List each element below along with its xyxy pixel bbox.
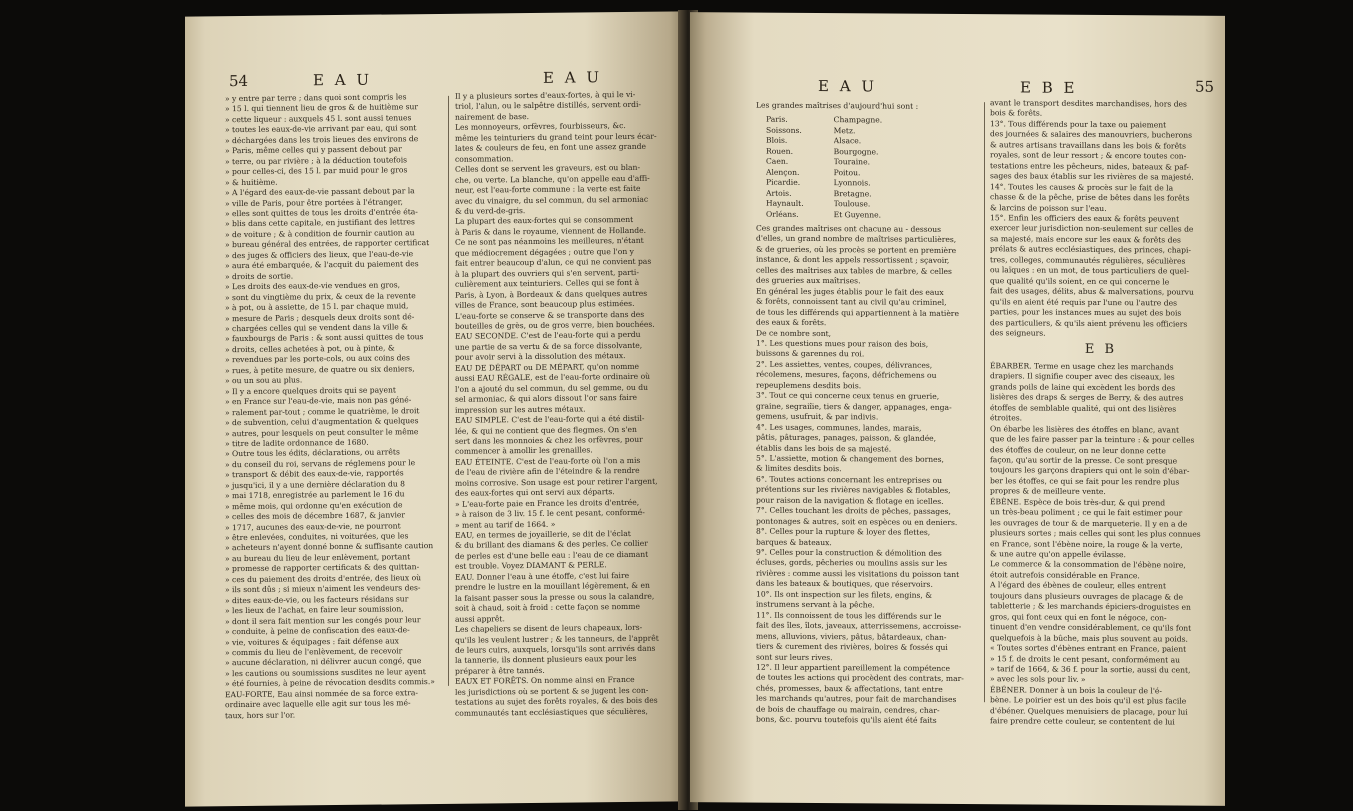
text-line: » ils sont dûs ; si mieux n'aiment les vendeurs des- [225,583,421,595]
text-line: Le commerce & la consommation de l'ébène noire, [990,559,1186,571]
text-line: étoit autrefois considérable en France. [990,570,1140,581]
text-line: » être enlevées, conduites, ni voiturées, que les [225,531,409,543]
text-line: fait des usages, délits, abus & malversations, pourvu [990,286,1194,297]
text-line: en France, sont l'ébène noire, la rouge & la verte, [990,538,1183,550]
text-line: gemens, usufruit, & par indivis. [756,411,879,422]
text-line: avant le transport desdites marchandises, hors des [990,98,1187,109]
right-column-2-text-a [990,98,1212,340]
text-line: d'ébéner. Quelques menuisiers de placage, pour lui [990,706,1188,717]
text-line: » jusqu'ici, il y a une dernière déclaration du 8 [225,479,405,490]
text-line: » dites eaux-de-vie, ou les facteurs résidans sur [225,594,409,605]
text-line: » transport & débit des eaux-de-vie, rapportés [225,468,404,480]
cities-column-b [834,116,882,221]
text-line: » bureau général des entrées, de rapporter certificat [225,238,430,250]
text-line: » pour celles-ci, des 15 l. par muid pour le gros [225,165,408,177]
text-line: d'elles, un grand nombre de maîtrises particulières, [756,234,957,245]
text-line: » terre, ou par rivière ; à la déduction toutefois [225,155,408,166]
text-line: » de voiture ; & à condition de fournir caution au [225,228,415,240]
text-line: impression sur les autres métaux. [455,404,586,415]
text-line: » mesure de Paris ; desquels deux droits sont dé- [225,311,415,323]
text-line: EAU SECONDE. C'est de l'eau-forte qui a perdu [455,330,641,342]
text-line: EAU ÉTEINTE. C'est de l'eau-forte où l'on a mis [455,455,641,467]
text-line: tres, colleges, communautés régulières, séculières [990,255,1186,266]
text-line: rivières : comme aussi les visitations du poisson tant [756,568,960,579]
text-line: façon, qu'au sortir de la presse. Ce sont presque [990,455,1178,466]
text-line: faire prendre cette couleur, se contentent de lui [990,716,1175,727]
city-item: Toulouse. [833,199,871,209]
text-line: que de les faire passer par la teinture : & pour celles [990,434,1195,445]
text-line: » commis du lieu de l'enlèvement, de recevoir [225,646,403,658]
text-line: drapiers. Il signifie couper avec des ciseaux, les [990,371,1175,382]
text-line: triol, l'alun, ou le salpêtre distillés, servent ordi- [455,100,641,112]
text-line: prendre le lustre en la mouillant légèrement, & en [455,581,650,593]
right-column-2 [990,98,1212,728]
right-page-number: 55 [1195,77,1215,96]
text-line: & de grueries, où les procès se portent en première [756,244,957,255]
text-line: tabletterie ; & les marchands épiciers-droguistes en [990,601,1191,612]
city-item: Orléans. [766,209,799,219]
column-divider-right [984,102,985,702]
text-line: » titre de ladite ordonnance de 1680. [225,437,369,449]
text-line: ÉBARBER. Terme en usage chez les marchands [990,361,1174,372]
text-line: » du conseil du roi, servans de réglemens pour le [225,458,416,470]
text-line: » acheteurs n'ayent donné bonne & suffisante caution [225,541,434,553]
text-line: » tarif de 1664, & 36 f. pour la sortie, aussi du cent, [990,664,1191,675]
text-line: » y entre par terre ; dans quoi sont compris les [225,92,407,104]
text-line: pour raison de la navigation & flotage en icelles. [756,495,944,506]
city-item: Caen. [766,156,789,167]
text-line: testations au sujet des forêts royales, & des bois des [455,695,658,708]
text-line: testations entre les pêcheurs, nides, bateaux & paf- [990,160,1189,172]
city-item: Blois. [766,136,788,146]
right-page [690,12,1225,806]
text-line: » avec les sols pour liv. » [990,674,1086,685]
text-line: » à raison de 3 liv. 15 f. le cent pesant, conformé- [455,507,645,519]
text-line: est trouble. Voyez DIAMANT & PERLE. [455,560,607,572]
text-line: » sont du vingtième du prix, & ceux de la revente [225,290,416,302]
text-line: ber les étoffes, ce qui se fait pour les rendre plus [990,476,1180,487]
text-line: » des juges & officiers des lieux, que l'eau-de-vie [225,249,414,260]
text-line: » à pot, ou à assiette, de 15 l. par chaque muid, [225,301,409,313]
text-line: » elles sont quittes de tous les droits d'entrée éta- [225,207,418,219]
text-line: ordinaire avec laquelle elle agit sur tous les mé- [225,698,411,710]
text-line: repeuplemens desdits bois. [756,380,862,391]
right-column-1 [756,101,976,727]
text-line: » de subvention, celui d'augmentation & quelques [225,416,419,428]
text-line: Celles dont se servent les graveurs, est ou blan- [455,163,641,174]
text-line: ou laïques : en un mot, de tous particuliers de quel- [990,265,1189,276]
text-line: » A l'égard des eaux-de-vie passant debout par la [225,186,415,198]
text-line: sont sur leurs rives. [756,652,833,662]
text-line: 2°. Les assiettes, ventes, coupes, délivrances, [756,359,933,370]
text-line: 10°. Ils ont inspection sur les filets, engins, & [756,589,933,600]
text-line: chés, promesses, baux & affectations, tant entre [756,683,943,694]
text-line: bons, &c. pourvu toutefois qu'ils aient été faits [756,714,937,726]
text-line: » ville de Paris, pour être portées à l'étranger, [225,196,403,208]
text-line: culièrement aux teinturiers. Celles qui se font à [455,278,640,289]
text-line: buissons & garennes du roi. [756,349,865,359]
right-column-2-text-b [990,361,1212,728]
city-item: Haynault. [766,198,804,209]
text-line: EAUX ET FORÊTS. On nomme ainsi en France [455,675,635,687]
text-line: de perles est d'une belle eau : l'eau de ce diamant [455,549,649,561]
city-item: Alsace. [833,136,862,146]
text-line: commencer à amollir les grenailles. [455,445,593,457]
text-line: parties, pour les instances mues au sujet des bois [990,307,1182,318]
text-line: fait entrer beaucoup d'alun, ce qui ne convient pas [455,256,652,269]
text-line: que médiocrement dégagées ; outre que l'on y [455,246,634,258]
text-line: chasse & de la pêche, prise de bêtes dans les forêts [990,192,1190,203]
city-item: Metz. [833,126,856,136]
text-line: exercer leur jurisdiction non-seulement sur celles de [990,223,1194,235]
city-item: Artois. [766,188,792,198]
text-line: les ouvrages de tour & de marqueterie. Il y en a de [990,517,1188,529]
text-line: EAU-FORTE, Eau ainsi nommée de sa force extra- [225,688,418,700]
text-line: En général les juges établis pour le fait des eaux [756,286,944,297]
text-line: & forêts, connoissent tant au civil qu'au criminel, [756,296,947,308]
text-line: » L'eau-forte paie en France les droits d'entrée, [455,497,640,509]
text-line: 1°. Les questions mues pour raison des bois, [756,338,929,349]
text-line: Paris, à Lyon, à Bordeaux & dans quelques autres [455,288,648,300]
right-column-1-text [756,224,976,727]
text-line: Il y a plusieurs sortes d'eaux-fortes, à qui le vi- [455,89,636,101]
text-line: des seigneurs. [990,328,1046,338]
text-line: des étoffes de couleur, on ne leur donne cette [990,444,1166,455]
text-line: » 1717, aucunes des eaux-de-vie, ne pourront [225,520,401,532]
text-line: la tannerie, ils donnent plusieurs eaux pour les [455,654,637,666]
text-line: bène. Le poirier est un des bois qu'il est plus facile [990,695,1187,706]
text-line: che, ou verte. La blanche, qu'on appelle eau d'affi- [455,173,650,185]
text-line: « Toutes sortes d'ébènes entrant en France, paient [990,643,1187,654]
text-line: mens, alluvions, viviers, pâtus, bâtardeaux, chan- [756,631,947,642]
text-line: La plupart des eaux-fortes qui se consomment [455,215,634,227]
cities-column-a [766,115,804,220]
text-line: » chargées celles qui se vendent dans la ville & [225,322,408,334]
text-line: » 15 l. qui tiennent lieu de gros & de huitième sur [225,102,419,114]
text-line: pontonages & autres, soit en espèces ou en deniers. [756,516,958,527]
text-line: » 15 f. de droits le cent pesant, conformément au [990,653,1181,665]
text-line: royales, sont de leur ressort ; & encore toutes con- [990,150,1187,161]
city-item: Bourgogne. [833,146,879,157]
text-line: pâtis, pâturages, panages, paisson, & glandée, [756,432,937,443]
text-line: Les monnoyeurs, orfèvres, fourbisseurs, &c. [455,121,626,133]
text-line: Les chapeliers se disent de leurs chapeaux, lors- [455,622,643,634]
text-line: » dont il sera fait mention sur les congés pour leur [225,614,421,626]
text-line: la faisant passer sous la presse ou sous la calandre, [455,591,655,603]
text-line: des grueries aux maîtrises. [756,275,861,286]
section-heading-eb: E B [1084,342,1118,358]
left-column-2 [455,90,670,719]
city-item: Et Guyenne. [833,209,882,219]
text-line: graine, segraiîie, tiers & danger, appanages, enga- [756,401,952,412]
text-line: sa majesté, mais encore sur les eaux & forêts des [990,234,1181,245]
text-line: » été fournies, à peine de révocation desdits commis.» [225,677,435,689]
text-line: & du verd-de-gris. [455,206,526,216]
text-line: sages des baux établis sur les rivières de sa majesté. [990,171,1194,182]
text-line: de bois de chauffage ou mairain, cendres, char- [756,704,940,715]
text-line: une partie de sa vertu & de sa force dissolvante, [455,340,643,352]
text-line: écluses, gords, pêcheries ou moulins assis sur les [756,558,947,569]
text-line: EAU, en termes de joyaillerie, se dit de l'éclat [455,528,631,540]
text-line: de tous les différends qui appartiennent à la matière [756,307,959,318]
text-line: étoffes de semblable qualité, qui ont des lisières [990,402,1177,414]
text-line: » ou un sou au plus. [225,375,303,386]
text-line: quelquefois à la bûche, mais plus souvent au poids. [990,632,1188,644]
text-line: » celles des mois de décembre 1687, & janvier [225,510,406,522]
text-line: » blis dans cette capitale, en justifiant des lettres [225,217,415,229]
text-line: établis dans les bois de sa majesté. [756,443,892,454]
text-line: » cette liqueur : auxquels 45 l. sont aussi tenues [225,113,412,125]
text-line: & du brillant des diamans & des perles. Ce collier [455,539,648,551]
text-line: bouteilles de grès, ou de gros verre, bien bouchées. [455,319,655,331]
text-line: » droits de sortie. [225,271,294,281]
text-line: nairement de base. [455,111,529,122]
text-line: lates & couleurs de feu, en font une assez grande [455,142,646,154]
text-line: instance, & dont les appels ressortissent ; sçavoir, [756,254,950,266]
text-line: lisières des draps & serges de Berry, & des autres [990,392,1184,403]
text-line: de leurs cuirs, auxquels, lorsqu'ils sont arrivés dans [455,643,656,655]
text-line: » fauxbourgs de Paris : & sont aussi quittes de tous [225,332,424,344]
text-line: étroites. [990,413,1023,423]
text-line: des particuliers, & qu'ils aient prévenu les officiers [990,317,1188,329]
text-line: 3°. Tout ce qui concerne ceux tenus en gruerie, [756,390,940,402]
text-line: » & huitième. [225,177,278,187]
city-item: Picardie. [766,177,801,188]
text-line: qu'ils en aient été requis par l'une ou l'autre des [990,296,1177,308]
text-line: des journées & salaires des manouvriers, bucherons [990,129,1193,140]
text-line: instrumens servant à la pêche. [756,599,875,610]
text-line: 13°. Tous différends pour la taxe ou paiement [990,119,1167,130]
text-line: barques & bateaux. [756,537,832,547]
text-line: » Outre tous les édits, déclarations, ou arrêts [225,447,400,459]
text-line: toujours dans plusieurs ouvrages de placage & de [990,591,1183,602]
text-line: » autres, pour lesquels on peut consulter le même [225,426,419,438]
text-line: » conduite, à peine de confiscation des eaux-de- [225,625,410,637]
text-line: A l'égard des ébènes de couleur, elles entrent [990,580,1166,591]
text-line: celles des maîtrises aux tables de marbre, & celles [756,265,952,276]
text-line: qu'ils les veulent lustrer ; & les tanneurs, de l'apprêt [455,633,659,645]
text-line: » revendues par les porte-cols, ou aux coins des [225,353,410,365]
text-line: 7°. Celles touchant les droits de pêches, passages, [756,505,951,517]
text-line: » mai 1718, enregistrée au parlement le 16 du [225,489,405,501]
text-line: plusieurs sortes ; mais celles qui sont les plus connues [990,528,1201,539]
text-line: L'eau-forte se conserve & se transporte dans des [455,309,645,321]
text-line: des eaux & forêts. [756,317,827,328]
right-running-head-right: E B E [1020,78,1078,97]
city-item: Alençon. [766,167,800,177]
city-item: Soissons. [766,125,802,135]
text-line: lée, & qui ne contient que des flegmes. On s'en [455,424,637,436]
text-line: ÉBÉNER. Donner à un bois la couleur de l'é- [990,685,1162,696]
text-line: » aura été embarquée, & l'acquit du paiement des [225,259,419,271]
text-line: prétentions sur les rivières navigables & flotables, [756,484,951,496]
text-line: 4°. Les usages, communes, landes, marais, [756,422,922,433]
text-line: propres & de meilleure vente. [990,486,1106,497]
text-line: toujours les garçons drapiers qui ont le soin d'ébar- [990,465,1190,477]
text-line: grands poils de laine qui excèdent les bords des [990,382,1176,393]
text-line: Ces grandes maîtrises ont chacune au - dessous [756,223,942,234]
text-line: préparer à être tannés. [455,665,545,676]
text-line: » les lieux de l'achat, en faire leur soumission, [225,604,404,616]
text-line: taux, hors sur l'or. [225,710,296,720]
text-line: » les cautions ou soumissions susdites ne leur ayent [225,667,426,679]
text-line: de toutes les actions qui procèdent des contrats, mar- [756,673,964,684]
text-line: » ralement par-tout ; comme le quatrième, le droit [225,405,420,417]
text-line: même les teinturiers du grand teint pour leurs écar- [455,131,657,143]
text-line: » rues, à petite mesure, de quatre ou six deniers, [225,363,415,375]
text-line: » déchargées dans les trois lieues des environs de [225,133,419,146]
text-line: EAU. Donner l'eau à une étoffe, c'est lui faire [455,570,630,582]
text-line: des eaux-fortes qui ont servi aux départs. [455,487,615,499]
text-line: » ces du paiement des droits d'entrée, des lieux où [225,572,422,585]
text-line: EAU DE DÉPART ou DE MÉPART, qu'on nomme [455,361,640,373]
text-line: 9°. Celles pour la construction & démolition des [756,547,942,558]
text-line: & une autre qu'on appelle évilasse. [990,549,1126,560]
text-line: pour avoir servi à la dissolution des métaux. [455,351,626,363]
left-running-head-2: E A U [543,68,602,87]
text-line: 11°. Ils connoissent de tous les différends sur le [756,610,942,621]
text-line: de l'eau de rivière afin de l'éteindre & la rendre [455,466,640,478]
city-item: Bretagne. [833,188,872,199]
text-line: sel armoniac, & qui alors dissout l'or sans faire [455,393,637,404]
text-line: récolemens, mesures, façons, défrichemens ou [756,369,937,381]
city-item: Rouen. [766,146,793,156]
text-line: aussi EAU RÉGALE, est de l'eau-forte ordinaire où [455,371,651,384]
text-line: De ce nombre sont, [756,328,832,338]
text-line: On ébarbe les lisières des étoffes en blanc, avant [990,423,1180,435]
left-column-1 [225,92,440,721]
text-line: 12°. Il leur appartient pareillement la compétence [756,662,951,673]
left-page-number: 54 [229,71,249,91]
text-line: un très-beau poliment ; ce qui le fait estimer pour [990,507,1183,518]
city-item: Touraine. [833,157,870,167]
text-line: » au bureau du lieu de leur enlèvement, portant [225,552,411,564]
text-line: » toutes les eaux-de-vie arrivant par eau, qui sont [225,123,417,135]
text-line: fait des îles, îlots, javeaux, atterrissemens, accroisse- [756,620,962,632]
text-line: tinuent d'en vendre considérablement, ce qu'ils font [990,622,1192,633]
text-line: les marchands qu'autres, pour fait de marchandises [756,693,957,705]
city-item: Lyonnois. [833,178,871,188]
text-line: que qualité qu'ils soient, en ce qui concerne le [990,275,1170,287]
text-line: les jurisdictions où se portent & se jugent les con- [455,685,649,697]
text-line: sert dans les monnoies & chez les orfèvres, pour [455,434,643,446]
text-line: » Il y a encore quelques droits qui se payent [225,385,396,396]
text-line: aussi apprêt. [455,613,505,624]
text-line: avec du vinaigre, du sel commun, du sel armoniac [455,194,649,206]
text-line: 15°. Enfin les officiers des eaux & forêts peuvent [990,213,1180,224]
text-line: » promesse de rapporter certificats & des quittan- [225,562,420,574]
text-line: à la plupart des ouvriers qui s'en servent, parti- [455,267,639,279]
text-line: Ce ne sont pas néanmoins les meilleures, n'étant [455,236,644,248]
text-line: » vie, voitures & équipages : fait défense aux [225,635,399,647]
text-line: » Les droits des eaux-de-vie vendues en gros, [225,280,401,292]
text-line: » Paris, même celles qui y passent debout par [225,144,402,156]
text-line: 6°. Toutes actions concernant les entreprises ou [756,474,943,485]
text-line: EAU SIMPLE. C'est de l'eau-forte qui a été distil- [455,413,645,425]
text-line: » aucune déclaration, ni délivrer aucun congé, que [225,656,422,668]
text-line: l'on a ajouté du sel commun, du sel gemme, ou du [455,382,648,394]
text-line: » même mois, qui ordonne qu'en exécution de [225,500,403,511]
right-running-head-left: E A U [818,77,877,96]
text-line: » ment au tarif de 1664. » [455,519,556,530]
text-line: neur, est l'eau-forte commune : la verte est faite [455,183,641,195]
text-line: & autres artisans travaillans dans les bois & forêts [990,140,1187,151]
city-item: Paris. [766,115,788,125]
text-line: & larcins de poisson sur l'eau. [990,202,1107,213]
text-line: & limites desdits bois. [756,463,842,474]
text-line: » droits, celles achetées à pot, ou à pinte, & [225,343,395,355]
text-line: communautés tant ecclésiastiques que séculières, [455,706,648,718]
text-line: consommation. [455,153,514,164]
text-line: à Paris & dans le royaume, viennent de Hollande. [455,225,646,237]
maitrises-intro: Les grandes maîtrises d'aujourd'hui sont : [756,100,919,111]
cities-list [766,115,976,221]
left-running-head: E A U [313,70,372,90]
city-item: Poitou. [833,167,861,178]
city-item: Champagne. [833,115,883,125]
text-line: 14°. Toutes les causes & procès sur le fait de la [990,181,1174,193]
text-line: villes de France, sont beaucoup plus estimées. [455,298,635,310]
text-line: ÉBÈNE. Espèce de bois très-dur, & qui prend [990,496,1166,508]
left-page [185,11,685,806]
text-line: » en France sur l'eau-de-vie, mais non pas géné- [225,395,412,407]
text-line: prélats & autres ecclésiastiques, des princes, chapi- [990,244,1191,255]
text-line: bois & forêts. [990,108,1043,119]
text-line: 5°. L'assiette, motion & changement des bornes, [756,453,944,464]
text-line: soit à chaud, soit à froid : cette façon se nomme [455,602,640,613]
text-line: gros, qui font ceux qui en font le négoce, con- [990,611,1167,623]
text-line: tiers & curement des rivières, boires & fossés qui [756,641,948,653]
text-line: moins corrosive. Son usage est pour retirer l'argent, [455,476,658,488]
column-divider [448,96,449,686]
text-line: 8°. Celles pour la rupture & loyer des flettes, [756,526,931,537]
text-line: dans les bateaux & boutiques, que réservoirs. [756,578,933,590]
